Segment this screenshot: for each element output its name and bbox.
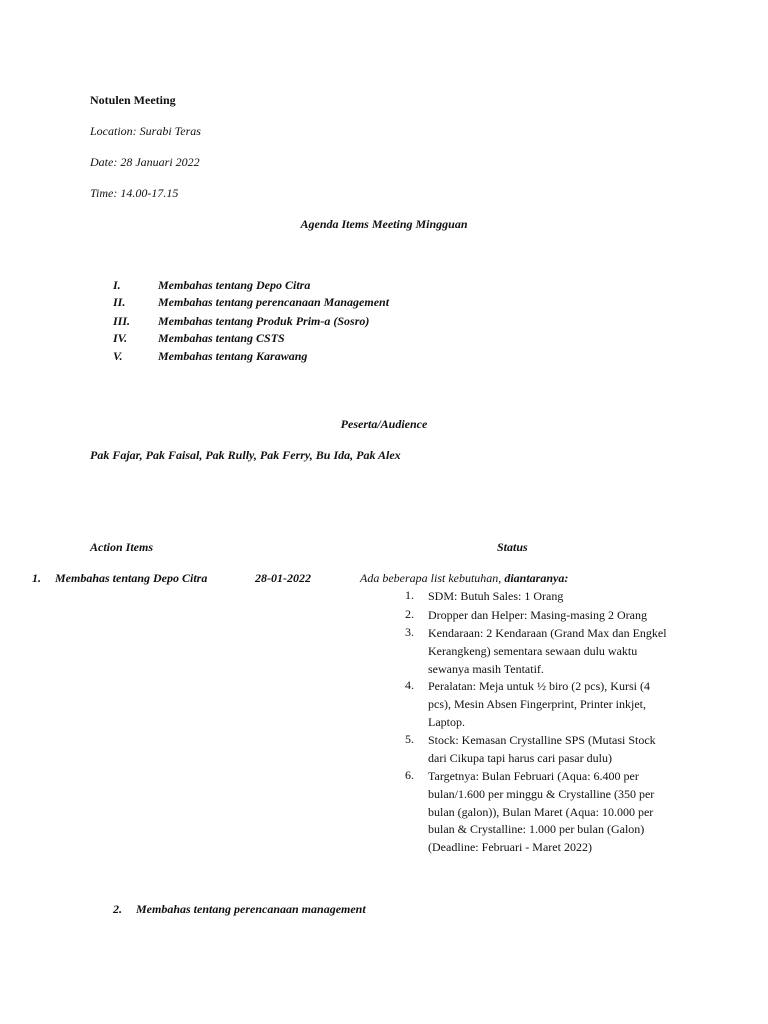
meeting-time: Time: 14.00-17.15 <box>90 186 179 200</box>
agenda-item-text: Membahas tentang Depo Citra <box>158 278 311 292</box>
status-intro-text: Ada beberapa list kebutuhan, <box>360 571 505 585</box>
list-item-text: Targetnya: Bulan Februari (Aqua: 6.400 per bulan/1.600 per minggu & Crystalline (350 per bulan (galon)), Bulan Maret (Aqua: 10.000 per bulan & Crystalline: 1.000 per bulan (Galon) (Deadline: Februari - Maret 2022) <box>428 769 655 855</box>
meeting-location: Location: Surabi Teras <box>90 124 201 138</box>
agenda-item-number: IV. <box>113 331 128 345</box>
agenda-item-text: Membahas tentang Produk Prim-a (Sosro) <box>158 314 370 328</box>
status-intro <box>360 571 568 586</box>
agenda-item-number: III. <box>113 314 131 328</box>
list-item-number: 3. <box>405 625 414 639</box>
status-intro-bold: diantaranya: <box>504 571 569 585</box>
action-item-title: Membahas tentang Depo Citra <box>55 571 208 585</box>
action-item-number: 1. <box>32 571 41 585</box>
agenda-item-text: Membahas tentang perencanaan Management <box>158 295 390 309</box>
participants-list: Pak Fajar, Pak Faisal, Pak Rully, Pak Ferry, Bu Ida, Pak Alex <box>90 448 401 462</box>
list-item-text: Stock: Kemasan Crystalline SPS (Mutasi Stock dari Cikupa tapi harus cari pasar dulu) <box>428 733 656 765</box>
section-2-number: 2. <box>113 902 122 916</box>
status-column-header: Status <box>497 540 528 554</box>
agenda-item-number: V. <box>113 349 123 363</box>
agenda-item-text: Membahas tentang Karawang <box>158 349 308 363</box>
list-item-number: 2. <box>405 607 414 621</box>
list-item-number: 6. <box>405 768 414 782</box>
list-item-text: Peralatan: Meja untuk ½ biro (2 pcs), Kursi (4 pcs), Mesin Absen Fingerprint, Printer inkjet, Laptop. <box>428 679 650 729</box>
action-item-date: 28-01-2022 <box>255 571 311 585</box>
agenda-item-text: Membahas tentang CSTS <box>158 331 285 345</box>
list-item-number: 4. <box>405 678 414 692</box>
list-item-number: 1. <box>405 588 414 602</box>
list-item-number: 5. <box>405 732 414 746</box>
agenda-heading: Agenda Items Meeting Mingguan <box>300 217 468 231</box>
participants-heading: Peserta/Audience <box>340 417 428 431</box>
agenda-item-number: I. <box>113 278 121 292</box>
list-item-text: SDM: Butuh Sales: 1 Orang <box>428 589 564 603</box>
agenda-item-number: II. <box>113 295 126 309</box>
document-title: Notulen Meeting <box>90 93 176 107</box>
list-item-text: Dropper dan Helper: Masing-masing 2 Orang <box>428 608 647 622</box>
meeting-date: Date: 28 Januari 2022 <box>90 155 200 169</box>
list-item-text: Kendaraan: 2 Kendaraan (Grand Max dan Engkel Kerangkeng) sementara sewaan dulu waktu sewanya masih Tentatif. <box>428 626 667 676</box>
action-items-column-header: Action Items <box>90 540 154 554</box>
section-2-title: Membahas tentang perencanaan management <box>136 902 366 916</box>
